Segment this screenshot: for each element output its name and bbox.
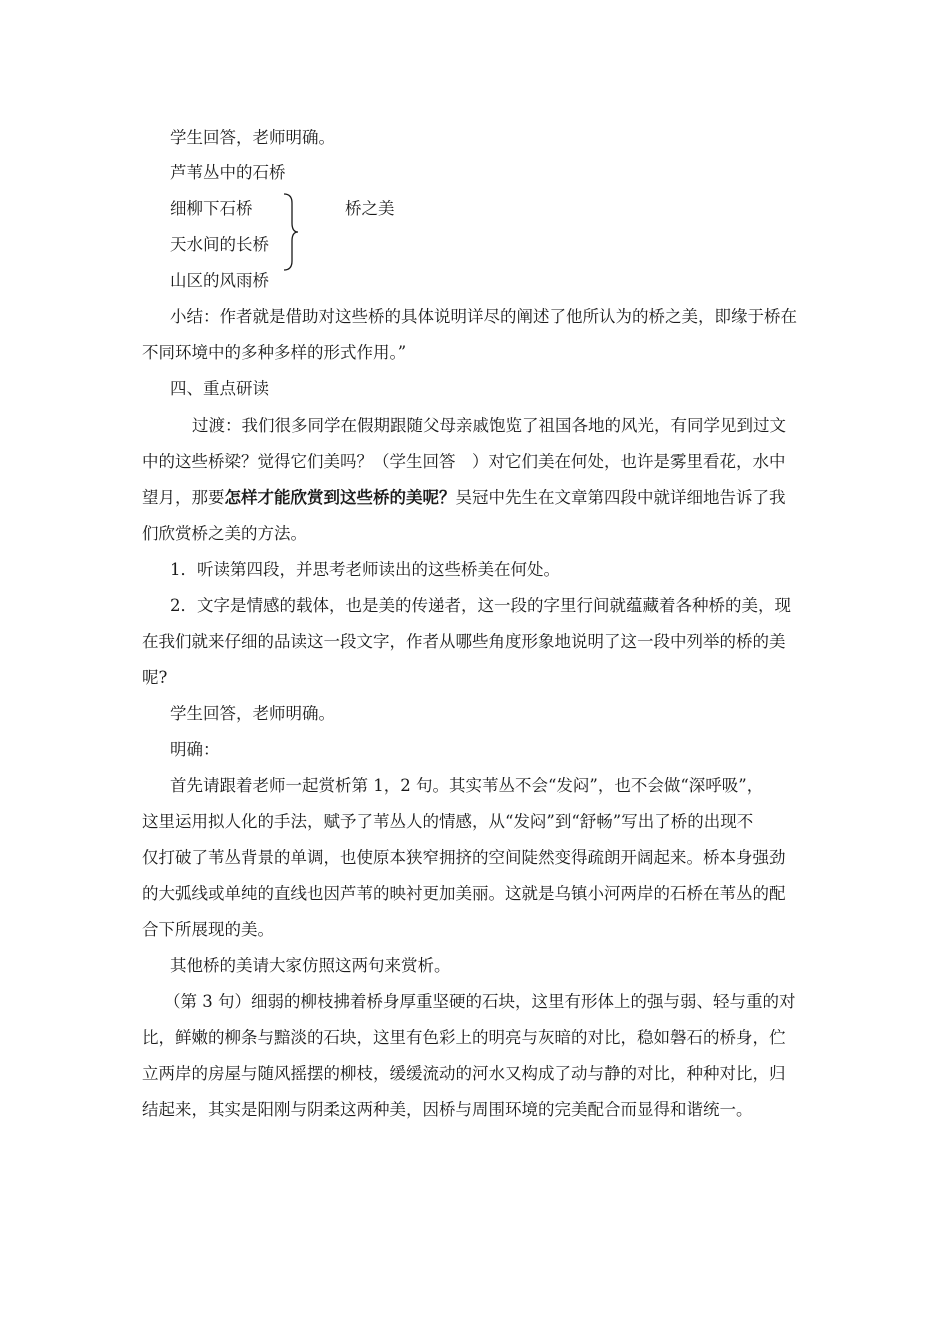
question-2-line-3: 呢? (142, 668, 168, 687)
section-title: 四、重点研读 (170, 379, 269, 398)
bridge-item-1: 芦苇丛中的石桥 (170, 163, 286, 182)
bridge-beauty-label: 桥之美 (345, 199, 395, 218)
question-2-line-1: 2．文字是情感的载体，也是美的传递者，这一段的字里行间就蕴藏着各种桥的美，现 (170, 596, 791, 615)
transition-line-3 (142, 488, 786, 508)
bridge-item-3: 天水间的长桥 (170, 235, 269, 254)
transition-line-4: 们欣赏桥之美的方法。 (142, 524, 307, 543)
question-1: 1．听读第四段，并思考老师读出的这些桥美在何处。 (170, 560, 560, 579)
transition-line-1: 过渡：我们很多同学在假期跟随父母亲戚饱览了祖国各地的风光，有同学见到过文 (192, 416, 786, 435)
analysis-p3-line-2: 比，鲜嫩的柳条与黯淡的石块，这里有色彩上的明亮与灰暗的对比，稳如磐石的桥身，伫 (142, 1028, 786, 1047)
analysis-p1-line-2: 这里运用拟人化的手法，赋予了苇丛人的情感，从“发闷”到“舒畅”写出了桥的出现不 (142, 812, 754, 831)
bridge-item-4: 山区的风雨桥 (170, 271, 269, 290)
transition-line-2: 中的这些桥梁？觉得它们美吗？（学生回答 ）对它们美在何处，也许是雾里看花，水中 (142, 452, 786, 471)
summary-line-1: 小结：作者就是借助对这些桥的具体说明详尽的阐述了他所认为的桥之美，即缘于桥在 (170, 307, 797, 326)
analysis-p3-line-4: 结起来，其实是阳刚与阴柔这两种美，因桥与周围环境的完美配合而显得和谐统一。 (142, 1100, 753, 1119)
student-answer-line-2: 学生回答，老师明确。 (170, 704, 335, 723)
analysis-p1-line-5: 合下所展现的美。 (142, 920, 274, 939)
bridge-item-2: 细柳下石桥 (170, 199, 253, 218)
transition-line-3-start: 望月，那要 (142, 488, 225, 507)
analysis-p2: 其他桥的美请大家仿照这两句来赏析。 (170, 956, 451, 975)
analysis-p3-line-1: （第 3 句）细弱的柳枝拂着桥身厚重坚硬的石块，这里有形体上的强与弱、轻与重的对 (164, 992, 796, 1011)
key-question-bold: 怎样才能欣赏到这些桥的美呢？ (224, 488, 456, 507)
summary-line-2: 不同环境中的多种多样的形式作用。” (142, 343, 407, 362)
analysis-p1-line-3: 仅打破了苇丛背景的单调，也使原本狭窄拥挤的空间陡然变得疏朗开阔起来。桥本身强劲 (142, 848, 786, 867)
question-2-line-2: 在我们就来仔细的品读这一段文字，作者从哪些角度形象地说明了这一段中列举的桥的美 (142, 632, 786, 651)
analysis-p3-line-3: 立两岸的房屋与随风摇摆的柳枝，缓缓流动的河水又构成了动与静的对比，种种对比，归 (142, 1064, 786, 1083)
student-answer-line: 学生回答，老师明确。 (170, 128, 335, 147)
transition-line-3-end: 吴冠中先生在文章第四段中就详细地告诉了我 (455, 488, 786, 507)
analysis-p1-line-1: 首先请跟着老师一起赏析第 1，2 句。其实苇丛不会“发闷”，也不会做“深呼吸”， (170, 776, 764, 795)
analysis-p1-line-4: 的大弧线或单纯的直线也因芦苇的映衬更加美丽。这就是乌镇小河两岸的石桥在苇丛的配 (142, 884, 786, 903)
clarify-label: 明确： (170, 740, 220, 759)
right-brace-icon (282, 193, 300, 271)
